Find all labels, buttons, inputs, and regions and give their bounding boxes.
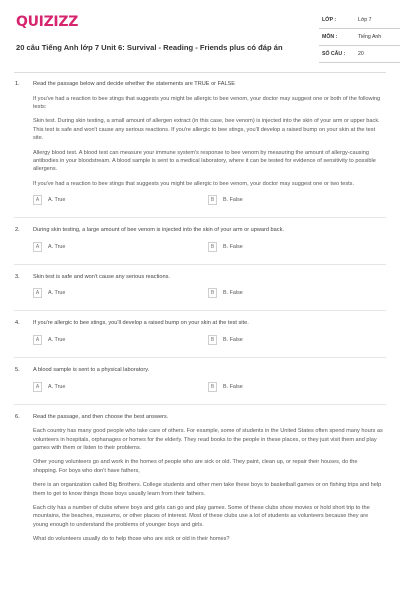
option-letter-box[interactable]: A bbox=[33, 242, 42, 252]
option-letter-box[interactable]: A bbox=[33, 288, 42, 298]
answer-options bbox=[33, 381, 383, 393]
option-letter-box[interactable]: A bbox=[33, 382, 42, 392]
question-stem: Skin test is safe and won't cause any serious reactions. bbox=[33, 273, 170, 280]
passage-paragraph: Skin test. During skin testing, a small amount of allergen extract (in this case, bee venom) is injected into the skin of your arm or upper back. This test is safe and won't cause any serious reactions. If you're allergic to bee stings, you'll develop a raised bump on your skin at the test site. bbox=[33, 118, 380, 142]
question-divider bbox=[14, 357, 386, 358]
meta-label: MÔN : bbox=[322, 34, 338, 40]
answer-options bbox=[33, 334, 383, 346]
option-text: B. False bbox=[223, 290, 243, 297]
answer-option[interactable] bbox=[33, 334, 208, 346]
option-letter-box[interactable]: B bbox=[208, 382, 217, 392]
meta-row bbox=[319, 29, 400, 46]
meta-value: 20 bbox=[358, 51, 364, 57]
question-divider bbox=[14, 404, 386, 405]
option-text: B. False bbox=[223, 197, 243, 204]
meta-table bbox=[319, 12, 400, 63]
option-text: B. False bbox=[223, 243, 243, 250]
option-letter-box[interactable]: B bbox=[208, 335, 217, 345]
passage-paragraph: Each country has many good people who take care of others. For example, some of students in the United States often spend many hours as volunteers in hospitals, orphanages or homes for the elderly. They read books to the people in these places, or they just visit them and play games with them or listen to their problems. bbox=[33, 428, 383, 452]
meta-label: SỐ CÂU : bbox=[322, 51, 346, 57]
question-stem: A blood sample is sent to a physical laboratory. bbox=[33, 367, 150, 374]
question-item bbox=[0, 81, 400, 206]
option-letter-box[interactable]: B bbox=[208, 195, 217, 205]
passage-paragraph: What do volunteers usually do to help those who are sick or old in their homes? bbox=[33, 536, 230, 543]
question-stem: If you're allergic to bee stings, you'll develop a raised bump on your skin at the test site. bbox=[33, 320, 249, 327]
answer-options bbox=[33, 241, 383, 253]
answer-option[interactable] bbox=[208, 381, 383, 393]
question-number: 4. bbox=[15, 320, 20, 327]
question-item bbox=[0, 320, 400, 346]
option-letter-box[interactable]: A bbox=[33, 335, 42, 345]
question-item bbox=[0, 414, 400, 544]
answer-option[interactable] bbox=[208, 194, 383, 206]
question-stem: Read the passage, and then choose the best answers. bbox=[33, 413, 169, 420]
meta-value: Lớp 7 bbox=[358, 17, 372, 23]
header-divider bbox=[14, 72, 386, 73]
question-number: 5. bbox=[15, 367, 20, 374]
answer-option[interactable] bbox=[208, 334, 383, 346]
answer-option[interactable] bbox=[33, 194, 208, 206]
question-number: 1. bbox=[15, 81, 20, 87]
meta-row bbox=[319, 12, 400, 29]
answer-option[interactable] bbox=[208, 287, 383, 299]
option-text: A. True bbox=[48, 337, 66, 344]
option-text: A. True bbox=[48, 290, 66, 297]
meta-row bbox=[319, 46, 400, 63]
question-number: 6. bbox=[15, 413, 20, 420]
option-text: A. True bbox=[48, 243, 66, 250]
question-number: 2. bbox=[15, 227, 20, 234]
passage-paragraph: Allergy blood test. A blood test can measure your immune system's response to bee venom by measuring the amount of allergy-causing antibodies in your bloodstream. A blood sample is sent to a medical laboratory, where it can be tested for evidence of sensitivity to possible allergens. bbox=[33, 149, 376, 173]
passage-paragraph: Other young volunteers go and work in the homes of people who are sick or old. They paint, clean up, or repair their houses, do the shopping. For boys who don't have fathers, bbox=[33, 459, 358, 474]
document-title: 20 câu Tiếng Anh lớp 7 Unit 6: Survival - Reading - Friends plus có đáp án bbox=[16, 43, 283, 52]
meta-label: LỚP : bbox=[322, 17, 337, 23]
passage-paragraph: there is an organization called Big Brothers. College students and other men take these boys to basketball games or on fishing trips and help them to get to know things those boys usually learn from their fathers. bbox=[33, 482, 382, 497]
passage-paragraph: If you've had a reaction to bee stings that suggests you might be allergic to bee venom, your doctor may suggest one or both of the following tests: bbox=[33, 95, 381, 110]
question-divider bbox=[14, 217, 386, 218]
option-letter-box[interactable]: B bbox=[208, 242, 217, 252]
answer-option[interactable] bbox=[33, 287, 208, 299]
question-number: 3. bbox=[15, 273, 20, 280]
document-header bbox=[14, 12, 386, 72]
question-item bbox=[0, 274, 400, 300]
answer-option[interactable] bbox=[33, 381, 208, 393]
option-text: B. False bbox=[223, 337, 243, 344]
passage-paragraph: If you've had a reaction to bee stings that suggests you might be allergic to bee venom, your doctor may suggest one or two tests. bbox=[33, 180, 355, 187]
answer-option[interactable] bbox=[33, 241, 208, 253]
answer-options bbox=[33, 194, 383, 206]
question-item bbox=[0, 227, 400, 253]
quizizz-logo: QUIZIZZ bbox=[16, 14, 79, 30]
question-stem: During skin testing, a large amount of bee venom is injected into the skin of your arm or upward back. bbox=[33, 227, 284, 234]
option-text: A. True bbox=[48, 383, 66, 390]
option-letter-box[interactable]: B bbox=[208, 288, 217, 298]
question-divider bbox=[14, 264, 386, 265]
passage-paragraph: Each city has a number of clubs where boys and girls can go and play games. Some of these clubs show movies or hold short trip to the mountains, the beaches, museums, or other places of interest. Most of these clubs use a lot of students as volunteers because they are young enough to understand the problems of younger boys and girls. bbox=[33, 505, 370, 528]
answer-option[interactable] bbox=[208, 241, 383, 253]
option-letter-box[interactable]: A bbox=[33, 195, 42, 205]
option-text: B. False bbox=[223, 383, 243, 390]
question-divider bbox=[14, 310, 386, 311]
option-text: A. True bbox=[48, 197, 66, 204]
question-stem: Read the passage below and decide whether the statements are TRUE or FALSE bbox=[33, 81, 236, 87]
question-list bbox=[0, 81, 400, 550]
meta-value: Tiếng Anh bbox=[358, 34, 382, 40]
answer-options bbox=[33, 287, 383, 299]
question-item bbox=[0, 367, 400, 393]
